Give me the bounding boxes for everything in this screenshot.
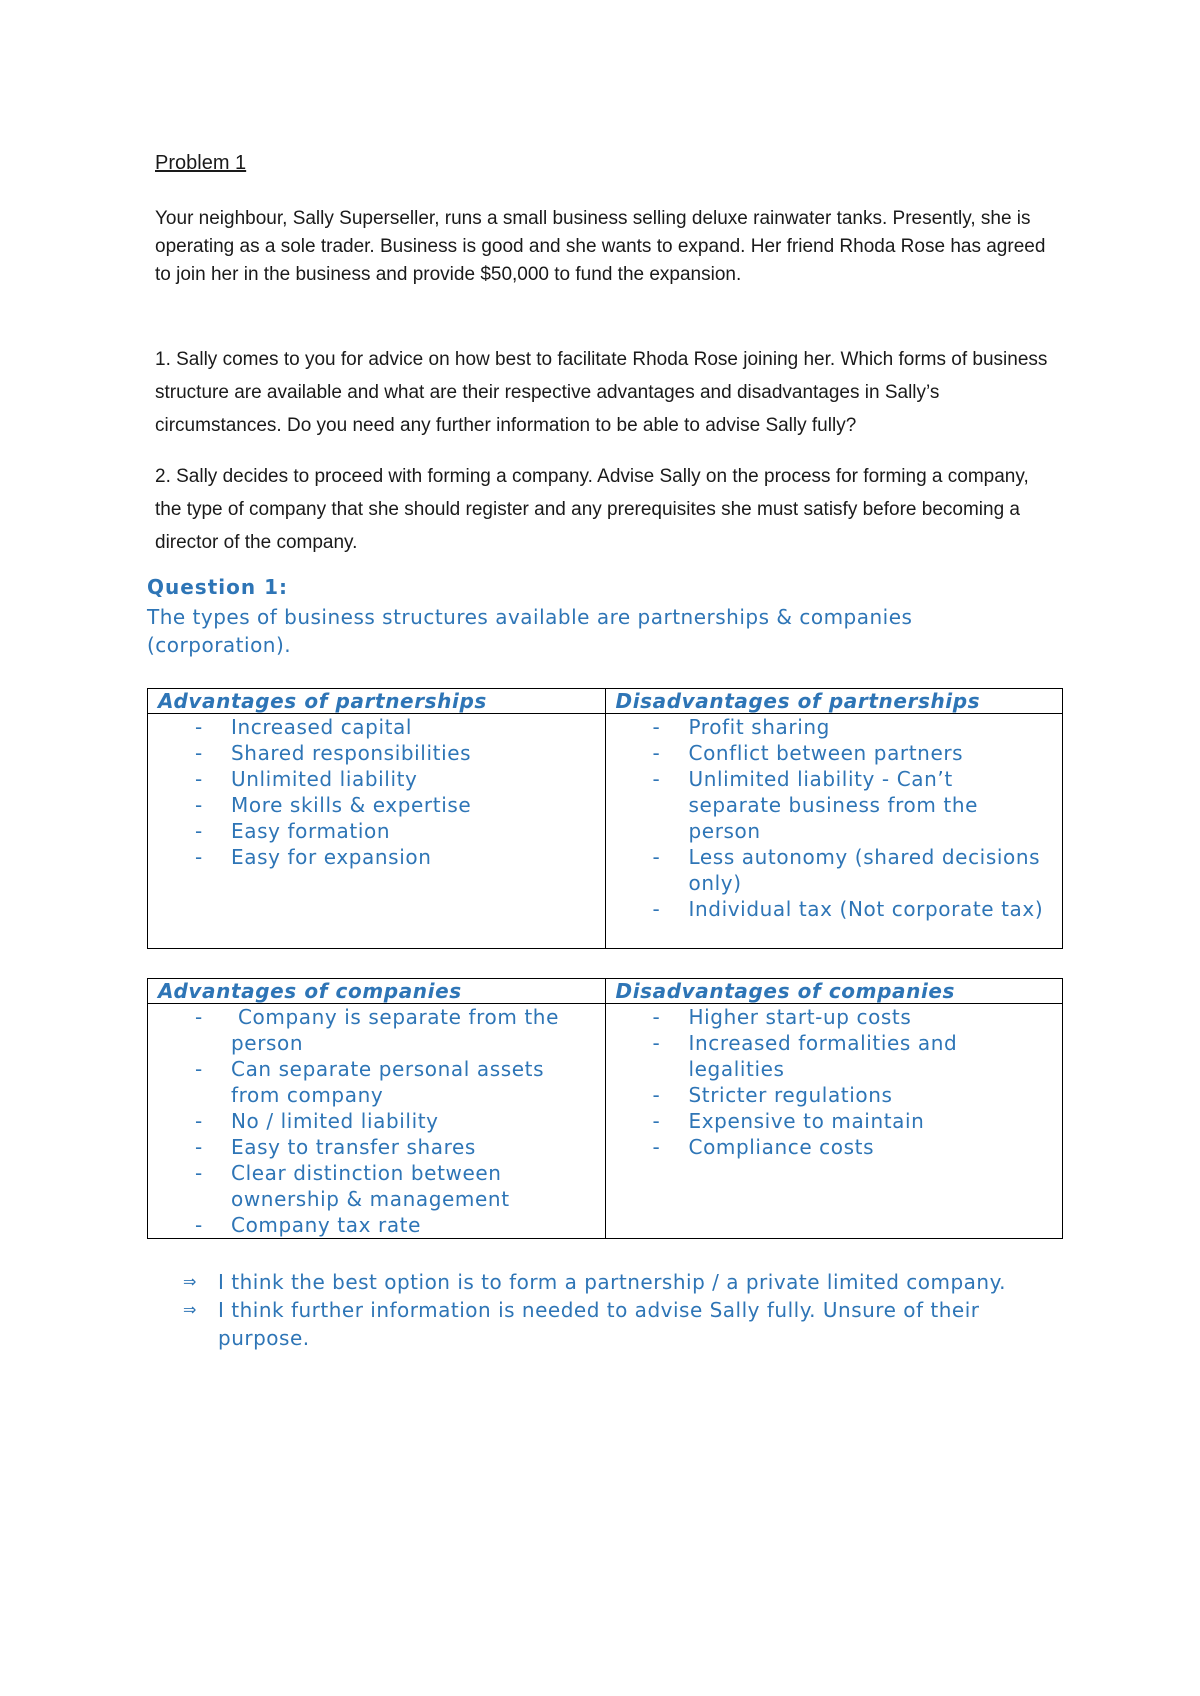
partnerships-advantages-header: Advantages of partnerships bbox=[148, 689, 606, 714]
list-item: - Company is separate from the person bbox=[148, 1004, 605, 1056]
list-item: - Increased capital bbox=[148, 714, 605, 740]
list-item: - Compliance costs bbox=[606, 1134, 1063, 1160]
companies-advantages-cell bbox=[148, 1004, 606, 1239]
companies-table bbox=[147, 978, 1063, 1239]
arrow-icon: ⇒ bbox=[183, 1272, 197, 1291]
list-item: - No / limited liability bbox=[148, 1108, 605, 1134]
list-item: - Unlimited liability - Can’t separate business from the person bbox=[606, 766, 1063, 844]
partnerships-disadvantages-header: Disadvantages of partnerships bbox=[605, 689, 1063, 714]
problem-intro: Your neighbour, Sally Superseller, runs a small business selling deluxe rainwater tanks. Presently, she is operating as a sole trader. Business is good and she wants to expand. Her friend Rhoda Rose has agreed to join her in the business and provide $50,000 to fund the expansion. bbox=[155, 208, 1046, 285]
list-item: - Shared responsibilities bbox=[148, 740, 605, 766]
list-item: - Higher start-up costs bbox=[606, 1004, 1063, 1030]
companies-disadvantages-list bbox=[606, 1004, 1063, 1160]
companies-advantages-list bbox=[148, 1004, 605, 1238]
conclusions-list bbox=[147, 1268, 1067, 1352]
partnerships-table bbox=[147, 688, 1063, 949]
list-item bbox=[147, 1296, 1067, 1352]
list-item: - Profit sharing bbox=[606, 714, 1063, 740]
problem-question-2: 2. Sally decides to proceed with forming a company. Advise Sally on the process for forming a company, the type of company that she should register and any prerequisites she must satisfy before becoming a director of the company. bbox=[155, 466, 1029, 553]
list-item: - Unlimited liability bbox=[148, 766, 605, 792]
arrow-icon: ⇒ bbox=[183, 1300, 197, 1319]
list-item: - More skills & expertise bbox=[148, 792, 605, 818]
companies-disadvantages-cell bbox=[605, 1004, 1063, 1239]
list-item: - Expensive to maintain bbox=[606, 1108, 1063, 1134]
list-item bbox=[147, 1268, 1067, 1296]
companies-advantages-header: Advantages of companies bbox=[148, 979, 606, 1004]
list-item: - Easy to transfer shares bbox=[148, 1134, 605, 1160]
partnerships-advantages-cell bbox=[148, 714, 606, 949]
list-item: - Easy for expansion bbox=[148, 844, 605, 870]
list-item: - Stricter regulations bbox=[606, 1082, 1063, 1108]
companies-disadvantages-header: Disadvantages of companies bbox=[605, 979, 1063, 1004]
list-item: - Less autonomy (shared decisions only) bbox=[606, 844, 1063, 896]
list-item: - Easy formation bbox=[148, 818, 605, 844]
list-item: - Increased formalities and legalities bbox=[606, 1030, 1063, 1082]
partnerships-disadvantages-cell bbox=[605, 714, 1063, 949]
list-item: - Company tax rate bbox=[148, 1212, 605, 1238]
answer-intro: The types of business structures available are partnerships & companies (corporation). bbox=[147, 605, 913, 657]
list-item: - Individual tax (Not corporate tax) bbox=[606, 896, 1063, 922]
problem-question-1: 1. Sally comes to you for advice on how best to facilitate Rhoda Rose joining her. Which forms of business structure are available and what are their respective advantages and disadvantages in Sally’s circumstances. Do you need any further information to be able to advise Sally fully? bbox=[155, 349, 1048, 436]
answer-heading: Question 1: bbox=[147, 575, 288, 599]
conclusion-text: I think further information is needed to advise Sally fully. Unsure of their purpose. bbox=[218, 1298, 980, 1350]
conclusion-text: I think the best option is to form a partnership / a private limited company. bbox=[218, 1270, 1006, 1294]
partnerships-disadvantages-list bbox=[606, 714, 1063, 922]
problem-title: Problem 1 bbox=[155, 152, 247, 174]
list-item: - Can separate personal assets from company bbox=[148, 1056, 605, 1108]
partnerships-advantages-list bbox=[148, 714, 605, 870]
list-item: - Conflict between partners bbox=[606, 740, 1063, 766]
list-item: - Clear distinction between ownership & management bbox=[148, 1160, 605, 1212]
